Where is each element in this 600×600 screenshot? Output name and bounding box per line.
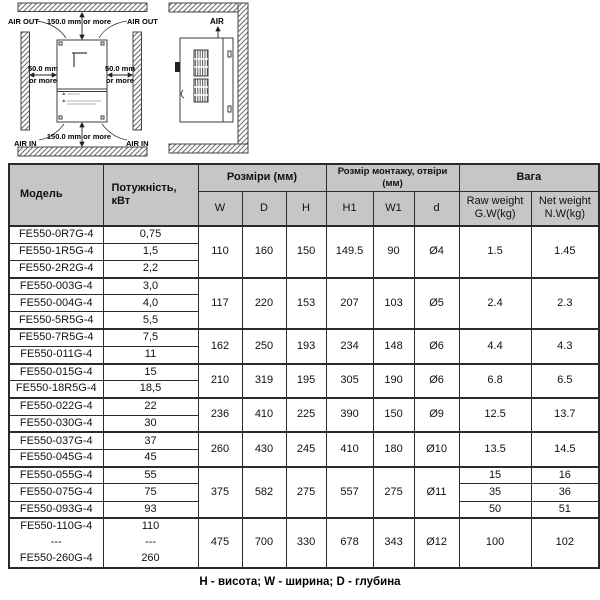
inverter-front-view <box>57 40 107 122</box>
cell-h1: 410 <box>326 432 373 466</box>
cell-net: 1.45 <box>531 226 599 278</box>
cell-net: 51 <box>531 501 599 518</box>
cell-dia: Ø12 <box>414 518 459 568</box>
cell-power: 45 <box>103 449 198 466</box>
cell-model: FE550-015G-4 <box>9 364 103 381</box>
cell-net: 36 <box>531 484 599 501</box>
cell-net: 14.5 <box>531 432 599 466</box>
inverter-side-view <box>175 38 233 122</box>
cell-power: 2,2 <box>103 260 198 277</box>
group-header-mounting: Розмір монтажу, отвіри (мм) <box>326 164 459 191</box>
cell-power: 15 <box>103 364 198 381</box>
cell-model: FE550-1R5G-4 <box>9 243 103 260</box>
cell-raw: 15 <box>459 467 531 484</box>
net-weight-line2: N.W(kg) <box>544 208 585 221</box>
power-header-line1: Потужність, <box>111 181 177 194</box>
cell-w1: 148 <box>373 329 414 363</box>
cell-power: 18,5 <box>103 381 198 398</box>
cell-dia: Ø6 <box>414 329 459 363</box>
cell-power: 0,75 <box>103 226 198 243</box>
table-row <box>9 329 599 346</box>
cell-w: 375 <box>198 467 242 519</box>
cell-dia: Ø11 <box>414 467 459 519</box>
air-in-left-label: AIR IN <box>14 139 37 148</box>
cell-d: 430 <box>242 432 286 466</box>
cell-d: 582 <box>242 467 286 519</box>
table-row <box>9 467 599 484</box>
cell-model: FE550-2R2G-4 <box>9 260 103 277</box>
cell-power: 75 <box>103 484 198 501</box>
col-header-model: Модель <box>9 164 103 226</box>
cell-h1: 234 <box>326 329 373 363</box>
cell-w: 210 <box>198 364 242 398</box>
col-header-raw-weight <box>459 191 531 226</box>
model-line: FE550-260G-4 <box>19 552 93 565</box>
raw-weight-line2: G.W(kg) <box>474 208 516 221</box>
right-clearance-label-2: or more <box>106 76 134 85</box>
cell-model: FE550-7R5G-4 <box>9 329 103 346</box>
cell-model: FE550-18R5G-4 <box>9 381 103 398</box>
left-clearance-label-1: 50.0 mm <box>27 64 59 73</box>
cell-h1: 305 <box>326 364 373 398</box>
cell-h: 225 <box>286 398 326 432</box>
cell-raw: 6.8 <box>459 364 531 398</box>
cell-raw: 13.5 <box>459 432 531 466</box>
cell-raw: 35 <box>459 484 531 501</box>
cell-d: 700 <box>242 518 286 568</box>
cell-model <box>9 518 103 568</box>
cell-model: FE550-030G-4 <box>9 415 103 432</box>
side-air-label: AIR <box>210 17 224 26</box>
cell-dia: Ø6 <box>414 364 459 398</box>
cell-power: 22 <box>103 398 198 415</box>
bottom-clearance-label: 150.0 mm or more <box>46 132 112 141</box>
col-header-dia: d <box>414 191 459 226</box>
air-in-right-label: AIR IN <box>126 139 149 148</box>
model-line: FE550-110G-4 <box>20 520 93 533</box>
table-row <box>9 432 599 449</box>
cell-raw: 12.5 <box>459 398 531 432</box>
cell-power: 37 <box>103 432 198 449</box>
cell-model: FE550-037G-4 <box>9 432 103 449</box>
cell-model: FE550-045G-4 <box>9 449 103 466</box>
col-header-h1: H1 <box>326 191 373 226</box>
cell-w: 475 <box>198 518 242 568</box>
group-header-weight: Вага <box>459 164 599 191</box>
cell-h: 150 <box>286 226 326 278</box>
cell-h: 245 <box>286 432 326 466</box>
cell-net: 6.5 <box>531 364 599 398</box>
cell-dia: Ø9 <box>414 398 459 432</box>
cell-d: 410 <box>242 398 286 432</box>
air-out-left-label: AIR OUT <box>8 17 39 26</box>
cell-dia: Ø4 <box>414 226 459 278</box>
cell-model: FE550-5R5G-4 <box>9 312 103 329</box>
cell-d: 160 <box>242 226 286 278</box>
top-clearance-label: 150.0 mm or more <box>46 17 112 26</box>
cell-net: 16 <box>531 467 599 484</box>
cell-model: FE550-075G-4 <box>9 484 103 501</box>
cell-power: 55 <box>103 467 198 484</box>
cell-w: 260 <box>198 432 242 466</box>
cell-h1: 390 <box>326 398 373 432</box>
table-row <box>9 364 599 381</box>
col-header-d: D <box>242 191 286 226</box>
cell-h: 195 <box>286 364 326 398</box>
cell-model: FE550-055G-4 <box>9 467 103 484</box>
cell-d: 319 <box>242 364 286 398</box>
cell-d: 250 <box>242 329 286 363</box>
cell-net: 2.3 <box>531 278 599 330</box>
cell-h: 275 <box>286 467 326 519</box>
cell-d: 220 <box>242 278 286 330</box>
cell-net: 4.3 <box>531 329 599 363</box>
cell-net: 102 <box>531 518 599 568</box>
cell-power: 1,5 <box>103 243 198 260</box>
cell-power: 11 <box>103 346 198 363</box>
cell-model: FE550-011G-4 <box>9 346 103 363</box>
power-line: 260 <box>141 552 160 565</box>
cell-power: 30 <box>103 415 198 432</box>
cell-power: 3,0 <box>103 278 198 295</box>
group-header-dimensions: Розміри (мм) <box>198 164 326 191</box>
cell-w1: 275 <box>373 467 414 519</box>
cell-h1: 149.5 <box>326 226 373 278</box>
cell-dia: Ø10 <box>414 432 459 466</box>
cell-power: 93 <box>103 501 198 518</box>
cell-raw: 100 <box>459 518 531 568</box>
col-header-power <box>103 164 198 226</box>
table-row <box>9 226 599 243</box>
net-weight-line1: Net weight <box>538 195 591 208</box>
col-header-w1: W1 <box>373 191 414 226</box>
power-line: 110 <box>141 520 160 533</box>
cell-model: FE550-003G-4 <box>9 278 103 295</box>
cell-w: 162 <box>198 329 242 363</box>
table-row <box>9 398 599 415</box>
raw-weight-line1: Raw weight <box>466 195 524 208</box>
cell-w1: 150 <box>373 398 414 432</box>
cell-model: FE550-093G-4 <box>9 501 103 518</box>
cell-power <box>103 518 198 568</box>
cell-w: 117 <box>198 278 242 330</box>
air-out-right-label: AIR OUT <box>127 17 158 26</box>
col-header-net-weight <box>531 191 599 226</box>
table-row <box>9 518 599 568</box>
cell-model: FE550-004G-4 <box>9 295 103 312</box>
cell-w: 236 <box>198 398 242 432</box>
cell-net: 13.7 <box>531 398 599 432</box>
cell-w1: 180 <box>373 432 414 466</box>
cell-raw: 50 <box>459 501 531 518</box>
col-header-w: W <box>198 191 242 226</box>
cell-model: FE550-0R7G-4 <box>9 226 103 243</box>
cell-h1: 207 <box>326 278 373 330</box>
cell-w1: 190 <box>373 364 414 398</box>
cell-w1: 90 <box>373 226 414 278</box>
left-clearance-label-2: or more <box>29 76 57 85</box>
cell-w1: 103 <box>373 278 414 330</box>
cell-model: FE550-022G-4 <box>9 398 103 415</box>
cell-dia: Ø5 <box>414 278 459 330</box>
spec-table <box>8 163 600 569</box>
cell-power: 5,5 <box>103 312 198 329</box>
col-header-h: H <box>286 191 326 226</box>
installation-diagram <box>0 0 600 162</box>
model-line: --- <box>50 536 62 549</box>
cell-power: 4,0 <box>103 295 198 312</box>
cell-h: 153 <box>286 278 326 330</box>
cell-power: 7,5 <box>103 329 198 346</box>
cell-h: 193 <box>286 329 326 363</box>
table-row <box>9 278 599 295</box>
header-group-row <box>9 164 599 191</box>
cell-h1: 557 <box>326 467 373 519</box>
power-line: --- <box>145 536 156 549</box>
right-clearance-label-1: 50.0 mm <box>104 64 136 73</box>
cell-h: 330 <box>286 518 326 568</box>
cell-raw: 2.4 <box>459 278 531 330</box>
cell-w1: 343 <box>373 518 414 568</box>
cell-h1: 678 <box>326 518 373 568</box>
power-header-line2: кВт <box>111 195 131 207</box>
cell-raw: 1.5 <box>459 226 531 278</box>
cell-raw: 4.4 <box>459 329 531 363</box>
cell-w: 110 <box>198 226 242 278</box>
legend-note: H - висота; W - ширина; D - глубина <box>199 576 401 588</box>
